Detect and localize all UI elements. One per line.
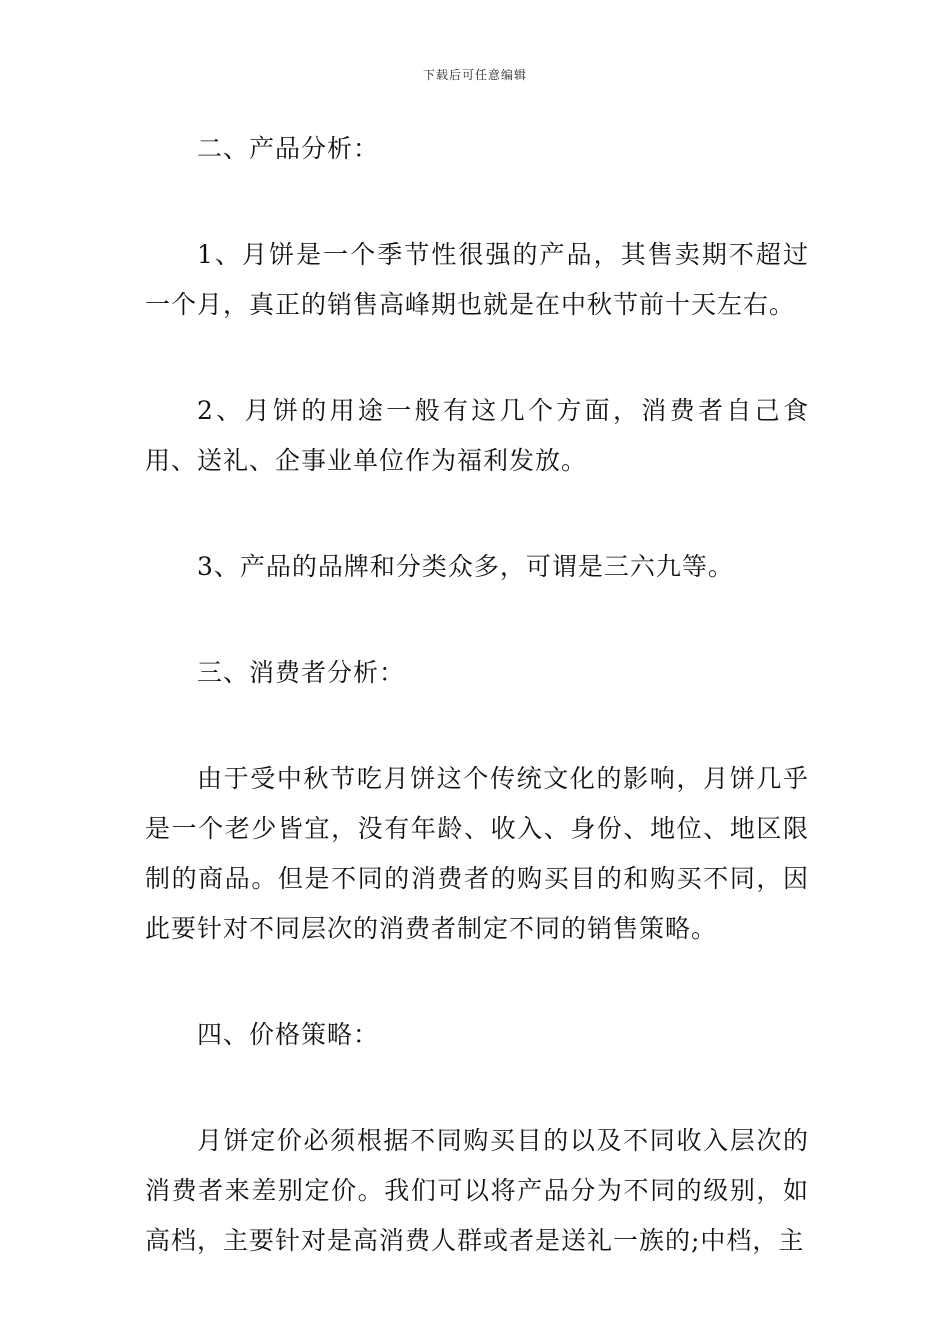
section-heading-product-analysis: 二、产品分析： bbox=[197, 134, 380, 163]
paragraph-pricing: 月饼定价必须根据不同购买目的以及不同收入层次的消费者来差别定价。我们可以将产品分为不同的级别，如高档，主要针对是高消费人群或者是送礼一族的;中档，主 bbox=[145, 1126, 809, 1255]
section-heading-price-strategy: 四、价格策略： bbox=[197, 1020, 380, 1049]
paragraph-consumers: 由于受中秋节吃月饼这个传统文化的影响，月饼几乎是一个老少皆宜，没有年龄、收入、身份、地位、地区限制的商品。但是不同的消费者的购买目的和购买不同，因此要针对不同层次的消费者制定不同的销售策略。 bbox=[145, 764, 809, 943]
paragraph-seasonality: 1、月饼是一个季节性很强的产品，其售卖期不超过一个月，真正的销售高峰期也就是在中秋节前十天左右。 bbox=[145, 240, 809, 319]
paragraph-brands: 3、产品的品牌和分类众多，可谓是三六九等。 bbox=[197, 552, 734, 581]
section-heading-consumer-analysis: 三、消费者分析： bbox=[197, 658, 406, 687]
page-header-note: 下载后可任意编辑 bbox=[422, 68, 527, 82]
paragraph-usage: 2、月饼的用途一般有这几个方面，消费者自己食用、送礼、企事业单位作为福利发放。 bbox=[145, 396, 809, 475]
document-body bbox=[145, 124, 809, 1322]
